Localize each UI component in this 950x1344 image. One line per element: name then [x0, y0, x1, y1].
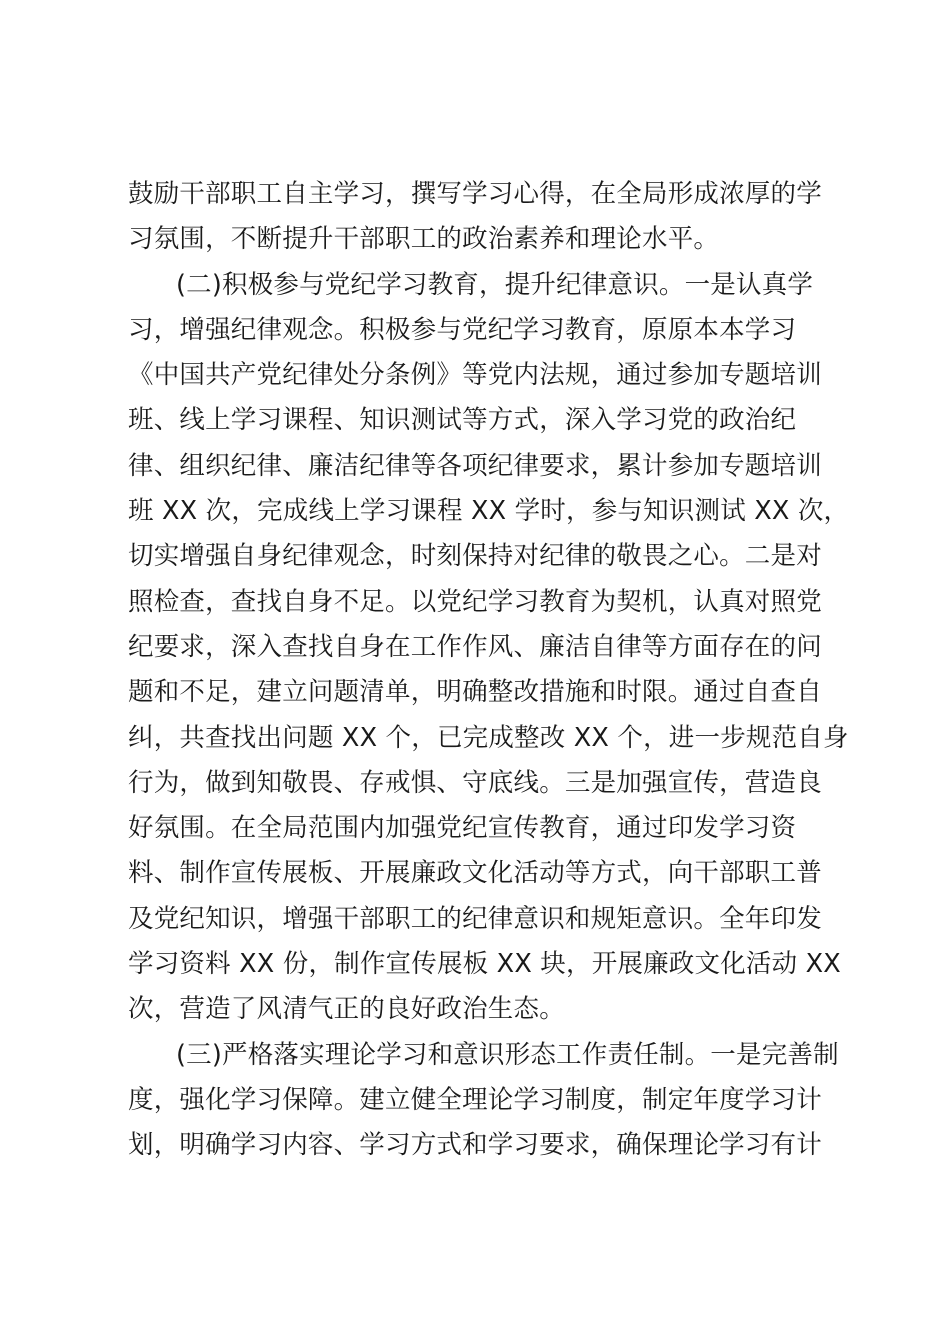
- text-line: 好氛围。在全局范围内加强党纪宣传教育，通过印发学习资: [128, 813, 797, 844]
- text-line: 《中国共产党纪律处分条例》等党内法规，通过参加专题培训: [128, 360, 822, 391]
- paragraph-first-line: (三)严格落实理论学习和意识形态工作责任制。一是完善制: [176, 1039, 839, 1070]
- text-line: 习氛围，不断提升干部职工的政治素养和理论水平。: [128, 224, 720, 255]
- text-line: 题和不足，建立问题清单，明确整改措施和时限。通过自查自: [128, 677, 822, 708]
- text-line: 纠，共查找出问题 XX 个，已完成整改 XX 个，进一步规范自身: [128, 722, 849, 753]
- text-line: 度，强化学习保障。建立健全理论学习制度，制定年度学习计: [128, 1084, 822, 1115]
- text-line: 切实增强自身纪律观念，时刻保持对纪律的敬畏之心。二是对: [128, 541, 822, 572]
- text-line: 律、组织纪律、廉洁纪律等各项纪律要求，累计参加专题培训: [128, 450, 822, 481]
- text-line: 及党纪知识，增强干部职工的纪律意识和规矩意识。全年印发: [128, 903, 822, 934]
- text-line: 纪要求，深入查找自身在工作作风、廉洁自律等方面存在的问: [128, 631, 822, 662]
- text-line: 划，明确学习内容、学习方式和学习要求，确保理论学习有计: [128, 1130, 822, 1161]
- text-line: 习，增强纪律观念。积极参与党纪学习教育，原原本本学习: [128, 314, 797, 345]
- text-line: 鼓励干部职工自主学习，撰写学习心得，在全局形成浓厚的学: [128, 179, 822, 209]
- text-line: 料、制作宣传展板、开展廉政文化活动等方式，向干部职工普: [128, 858, 822, 889]
- text-line: 行为，做到知敬畏、存戒惧、守底线。三是加强宣传，营造良: [128, 767, 822, 798]
- body-text: [128, 172, 850, 1169]
- text-line: 照检查，查找自身不足。以党纪学习教育为契机，认真对照党: [128, 586, 822, 617]
- text-line: 学习资料 XX 份，制作宣传展板 XX 块，开展廉政文化活动 XX: [128, 949, 841, 980]
- text-line: 班、线上学习课程、知识测试等方式，深入学习党的政治纪: [128, 405, 797, 436]
- text-line: 次，营造了风清气正的良好政治生态。: [128, 994, 565, 1025]
- paragraph-first-line: (二)积极参与党纪学习教育，提升纪律意识。一是认真学: [176, 269, 814, 300]
- text-line: 班 XX 次，完成线上学习课程 XX 学时，参与知识测试 XX 次，: [128, 496, 850, 527]
